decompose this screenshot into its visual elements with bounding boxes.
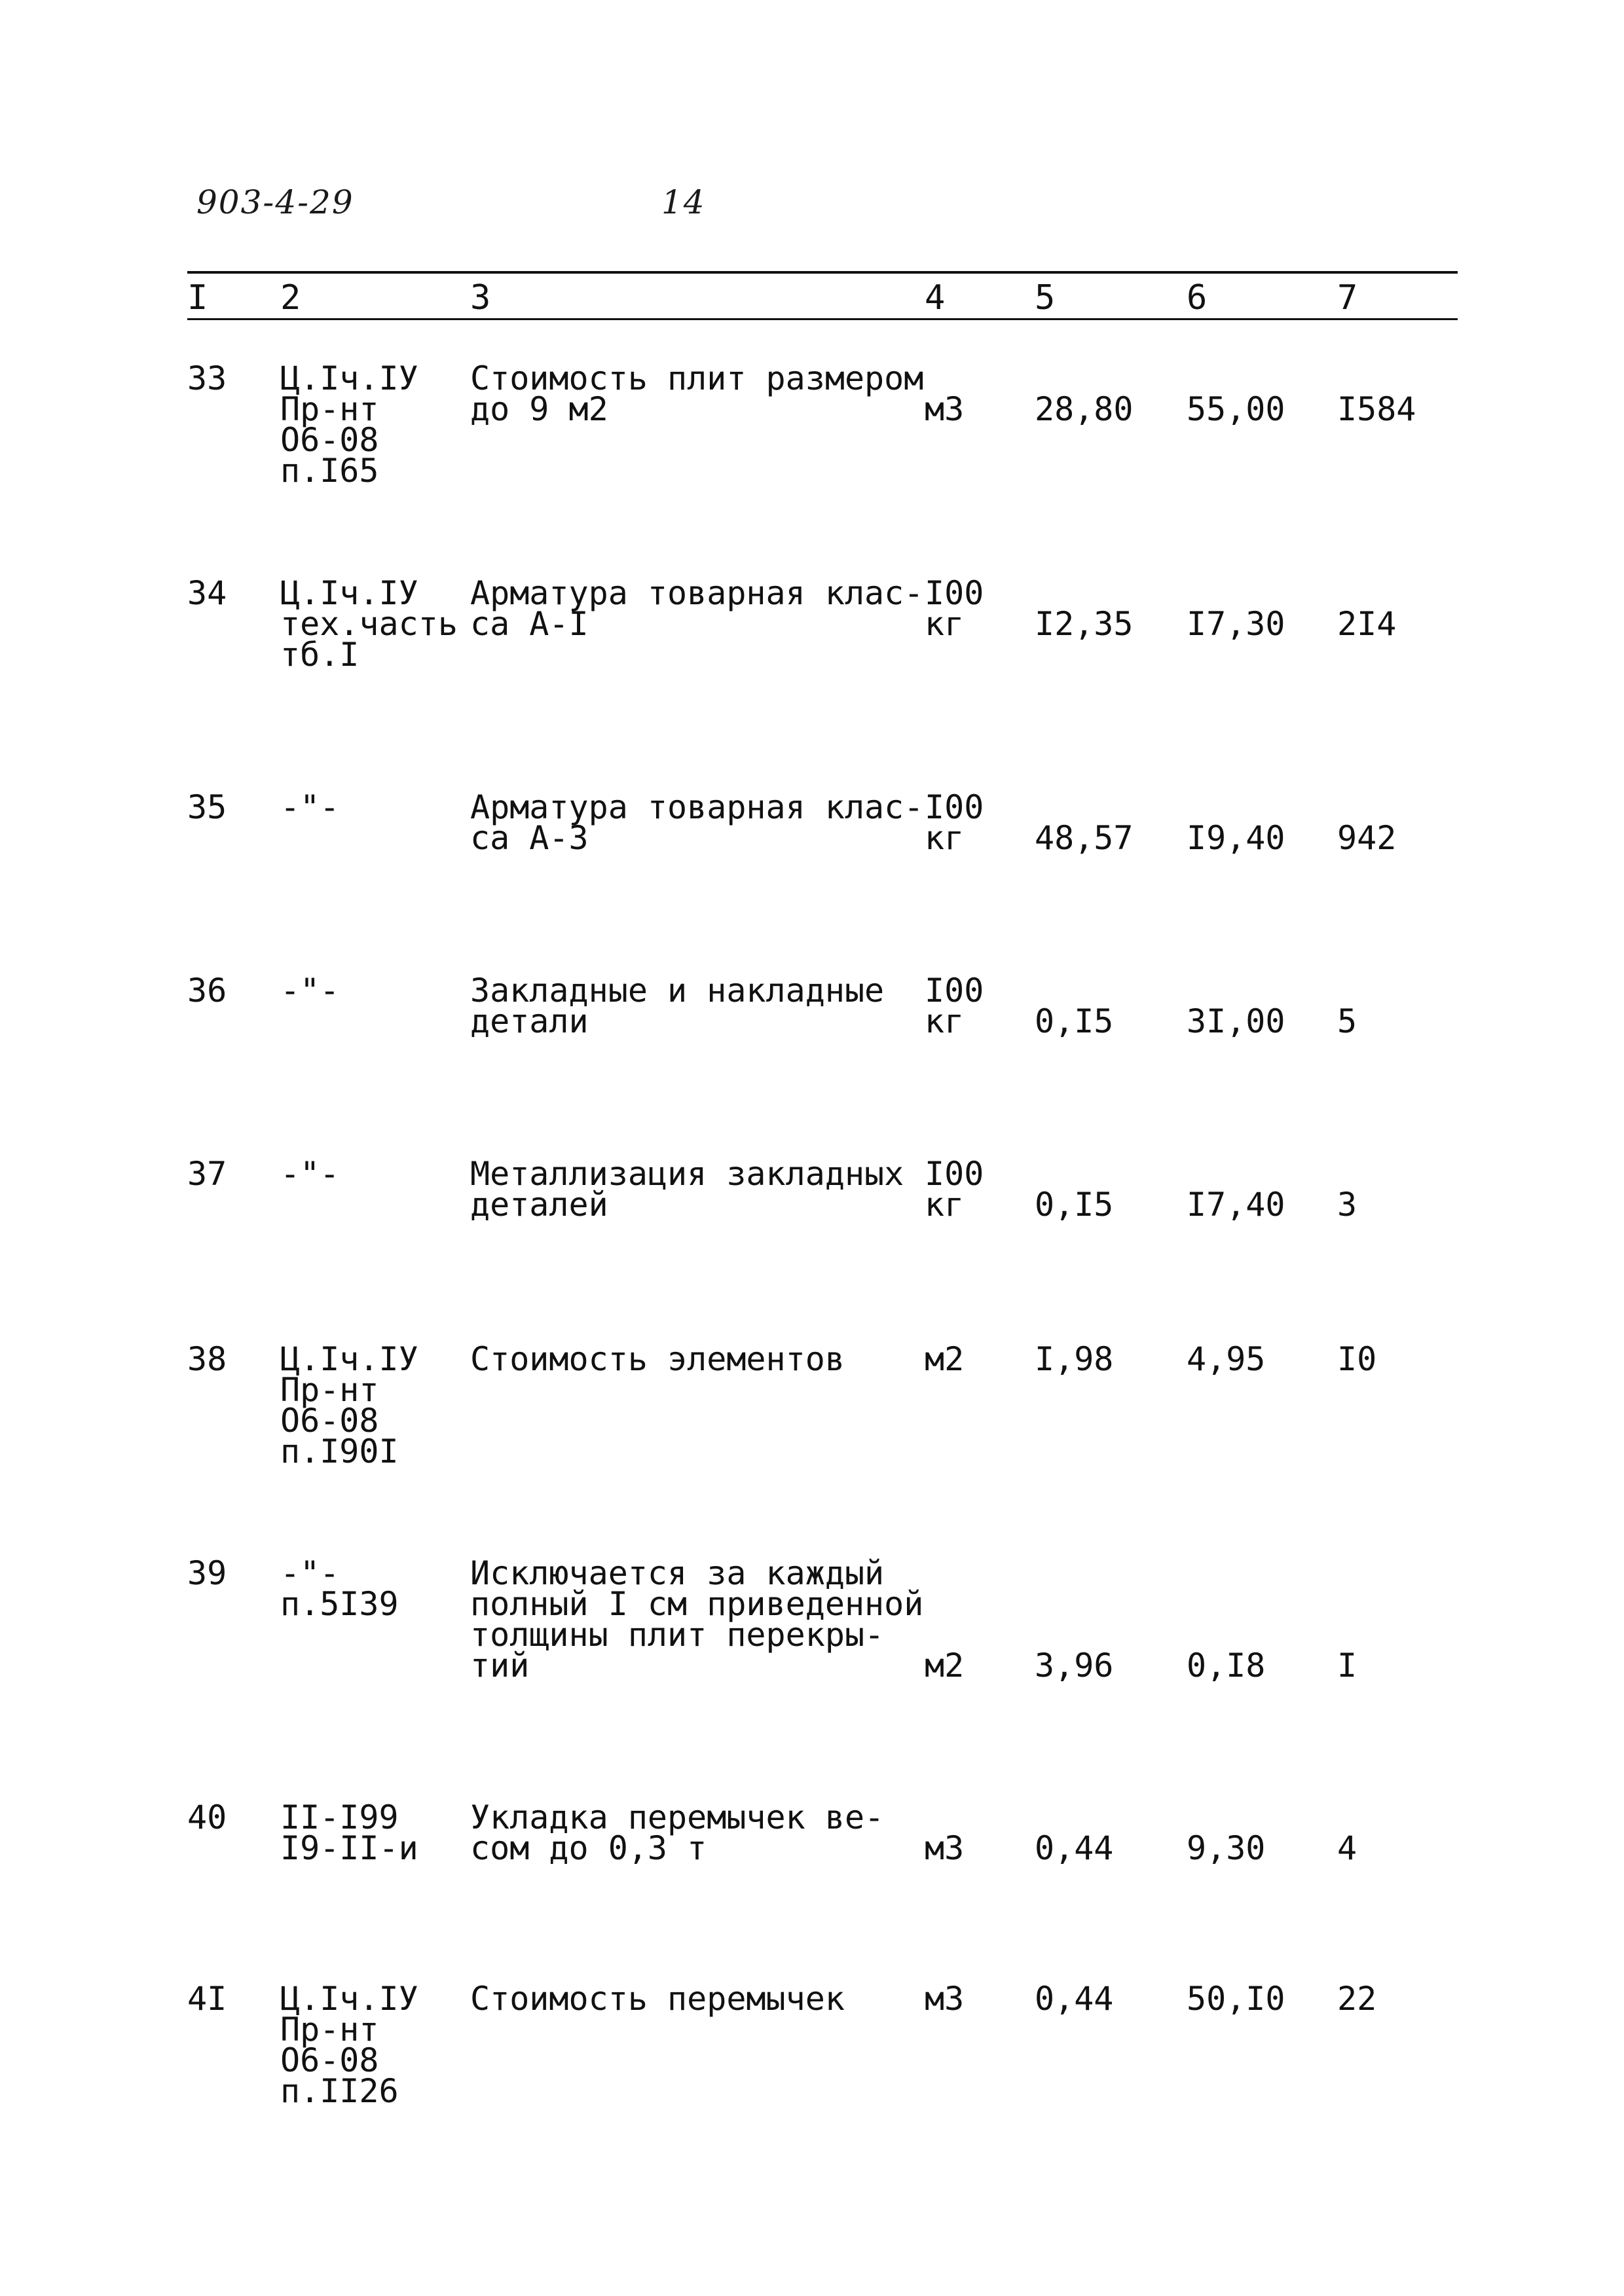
- row-unit-price: I7,30: [1187, 605, 1285, 643]
- row-quantity: I,98: [1035, 1340, 1114, 1378]
- column-header-7: 7: [1337, 278, 1358, 318]
- row-unit: I00 кг: [925, 788, 984, 857]
- row-unit-price: I7,40: [1187, 1186, 1285, 1224]
- row-reference: Ц.Iч.IУ Пр-нт О6-08 п.I90I: [280, 1340, 418, 1470]
- row-description: Стоимость элементов: [470, 1340, 845, 1378]
- row-quantity: 0,44: [1035, 1980, 1114, 2018]
- row-description: Закладные и накладные детали: [470, 972, 885, 1040]
- column-header-4: 4: [925, 278, 946, 318]
- row-reference: Ц.Iч.IУ Пр-нт О6-08 п.I65: [280, 359, 418, 490]
- column-header-2: 2: [280, 278, 301, 318]
- row-description: Укладка перемычек ве- сом до 0,3 т: [470, 1798, 885, 1867]
- row-unit-price: 55,00: [1187, 390, 1285, 428]
- row-unit: м3: [925, 1829, 965, 1867]
- row-total: 2I4: [1337, 605, 1397, 643]
- row-number: 35: [187, 788, 227, 826]
- row-reference: -"-: [280, 972, 340, 1010]
- row-description: Арматура товарная клас- са А-I: [470, 574, 924, 643]
- row-number: 39: [187, 1554, 227, 1592]
- row-number: 38: [187, 1340, 227, 1378]
- row-total: 3: [1337, 1186, 1357, 1224]
- row-reference: II-I99 I9-II-и: [280, 1798, 418, 1867]
- row-description: Исключается за каждый полный I см приведенной толщины плит перекры- тий: [470, 1554, 924, 1685]
- table-header-rule: [187, 318, 1458, 320]
- row-quantity: 0,44: [1035, 1829, 1114, 1867]
- row-reference: -"-: [280, 1155, 340, 1193]
- table-top-rule: [187, 271, 1458, 274]
- row-reference: Ц.Iч.IУ Пр-нт О6-08 п.II26: [280, 1980, 418, 2110]
- row-description: Стоимость перемычек: [470, 1980, 845, 2018]
- row-unit-price: 4,95: [1187, 1340, 1266, 1378]
- row-unit-price: 0,I8: [1187, 1647, 1266, 1685]
- row-total: 942: [1337, 819, 1397, 857]
- row-unit: м3: [925, 1980, 965, 2018]
- row-description: Металлизация закладных деталей: [470, 1155, 904, 1224]
- row-total: I0: [1337, 1340, 1377, 1378]
- row-unit: I00 кг: [925, 972, 984, 1040]
- row-description: Арматура товарная клас- са А-3: [470, 788, 924, 857]
- row-unit: м2: [925, 1647, 965, 1685]
- row-quantity: 3,96: [1035, 1647, 1114, 1685]
- row-quantity: 0,I5: [1035, 1186, 1114, 1224]
- row-number: 33: [187, 359, 227, 397]
- row-unit-price: 3I,00: [1187, 1002, 1285, 1040]
- page-number: 14: [661, 183, 706, 221]
- row-quantity: 28,80: [1035, 390, 1134, 428]
- row-number: 36: [187, 972, 227, 1010]
- row-unit: м2: [925, 1340, 965, 1378]
- row-unit: I00 кг: [925, 574, 984, 643]
- row-total: I584: [1337, 390, 1416, 428]
- document-number: 903-4-29: [196, 183, 354, 221]
- column-header-6: 6: [1187, 278, 1208, 318]
- row-reference: Ц.Iч.IУ тех.часть тб.I: [280, 574, 458, 674]
- row-total: 4: [1337, 1829, 1357, 1867]
- row-unit: м3: [925, 390, 965, 428]
- row-total: I: [1337, 1647, 1357, 1685]
- row-reference: -"-: [280, 788, 340, 826]
- row-total: 5: [1337, 1002, 1357, 1040]
- row-unit-price: 9,30: [1187, 1829, 1266, 1867]
- row-unit-price: 50,I0: [1187, 1980, 1285, 2018]
- column-header-1: I: [187, 278, 208, 318]
- row-unit-price: I9,40: [1187, 819, 1285, 857]
- row-number: 34: [187, 574, 227, 612]
- row-description: Стоимость плит размером до 9 м2: [470, 359, 924, 428]
- row-total: 22: [1337, 1980, 1377, 2018]
- column-header-5: 5: [1035, 278, 1056, 318]
- row-number: 40: [187, 1798, 227, 1836]
- row-quantity: I2,35: [1035, 605, 1134, 643]
- column-header-3: 3: [470, 278, 491, 318]
- row-quantity: 0,I5: [1035, 1002, 1114, 1040]
- row-number: 4I: [187, 1980, 227, 2018]
- row-quantity: 48,57: [1035, 819, 1134, 857]
- row-unit: I00 кг: [925, 1155, 984, 1224]
- row-number: 37: [187, 1155, 227, 1193]
- row-reference: -"- п.5I39: [280, 1554, 399, 1623]
